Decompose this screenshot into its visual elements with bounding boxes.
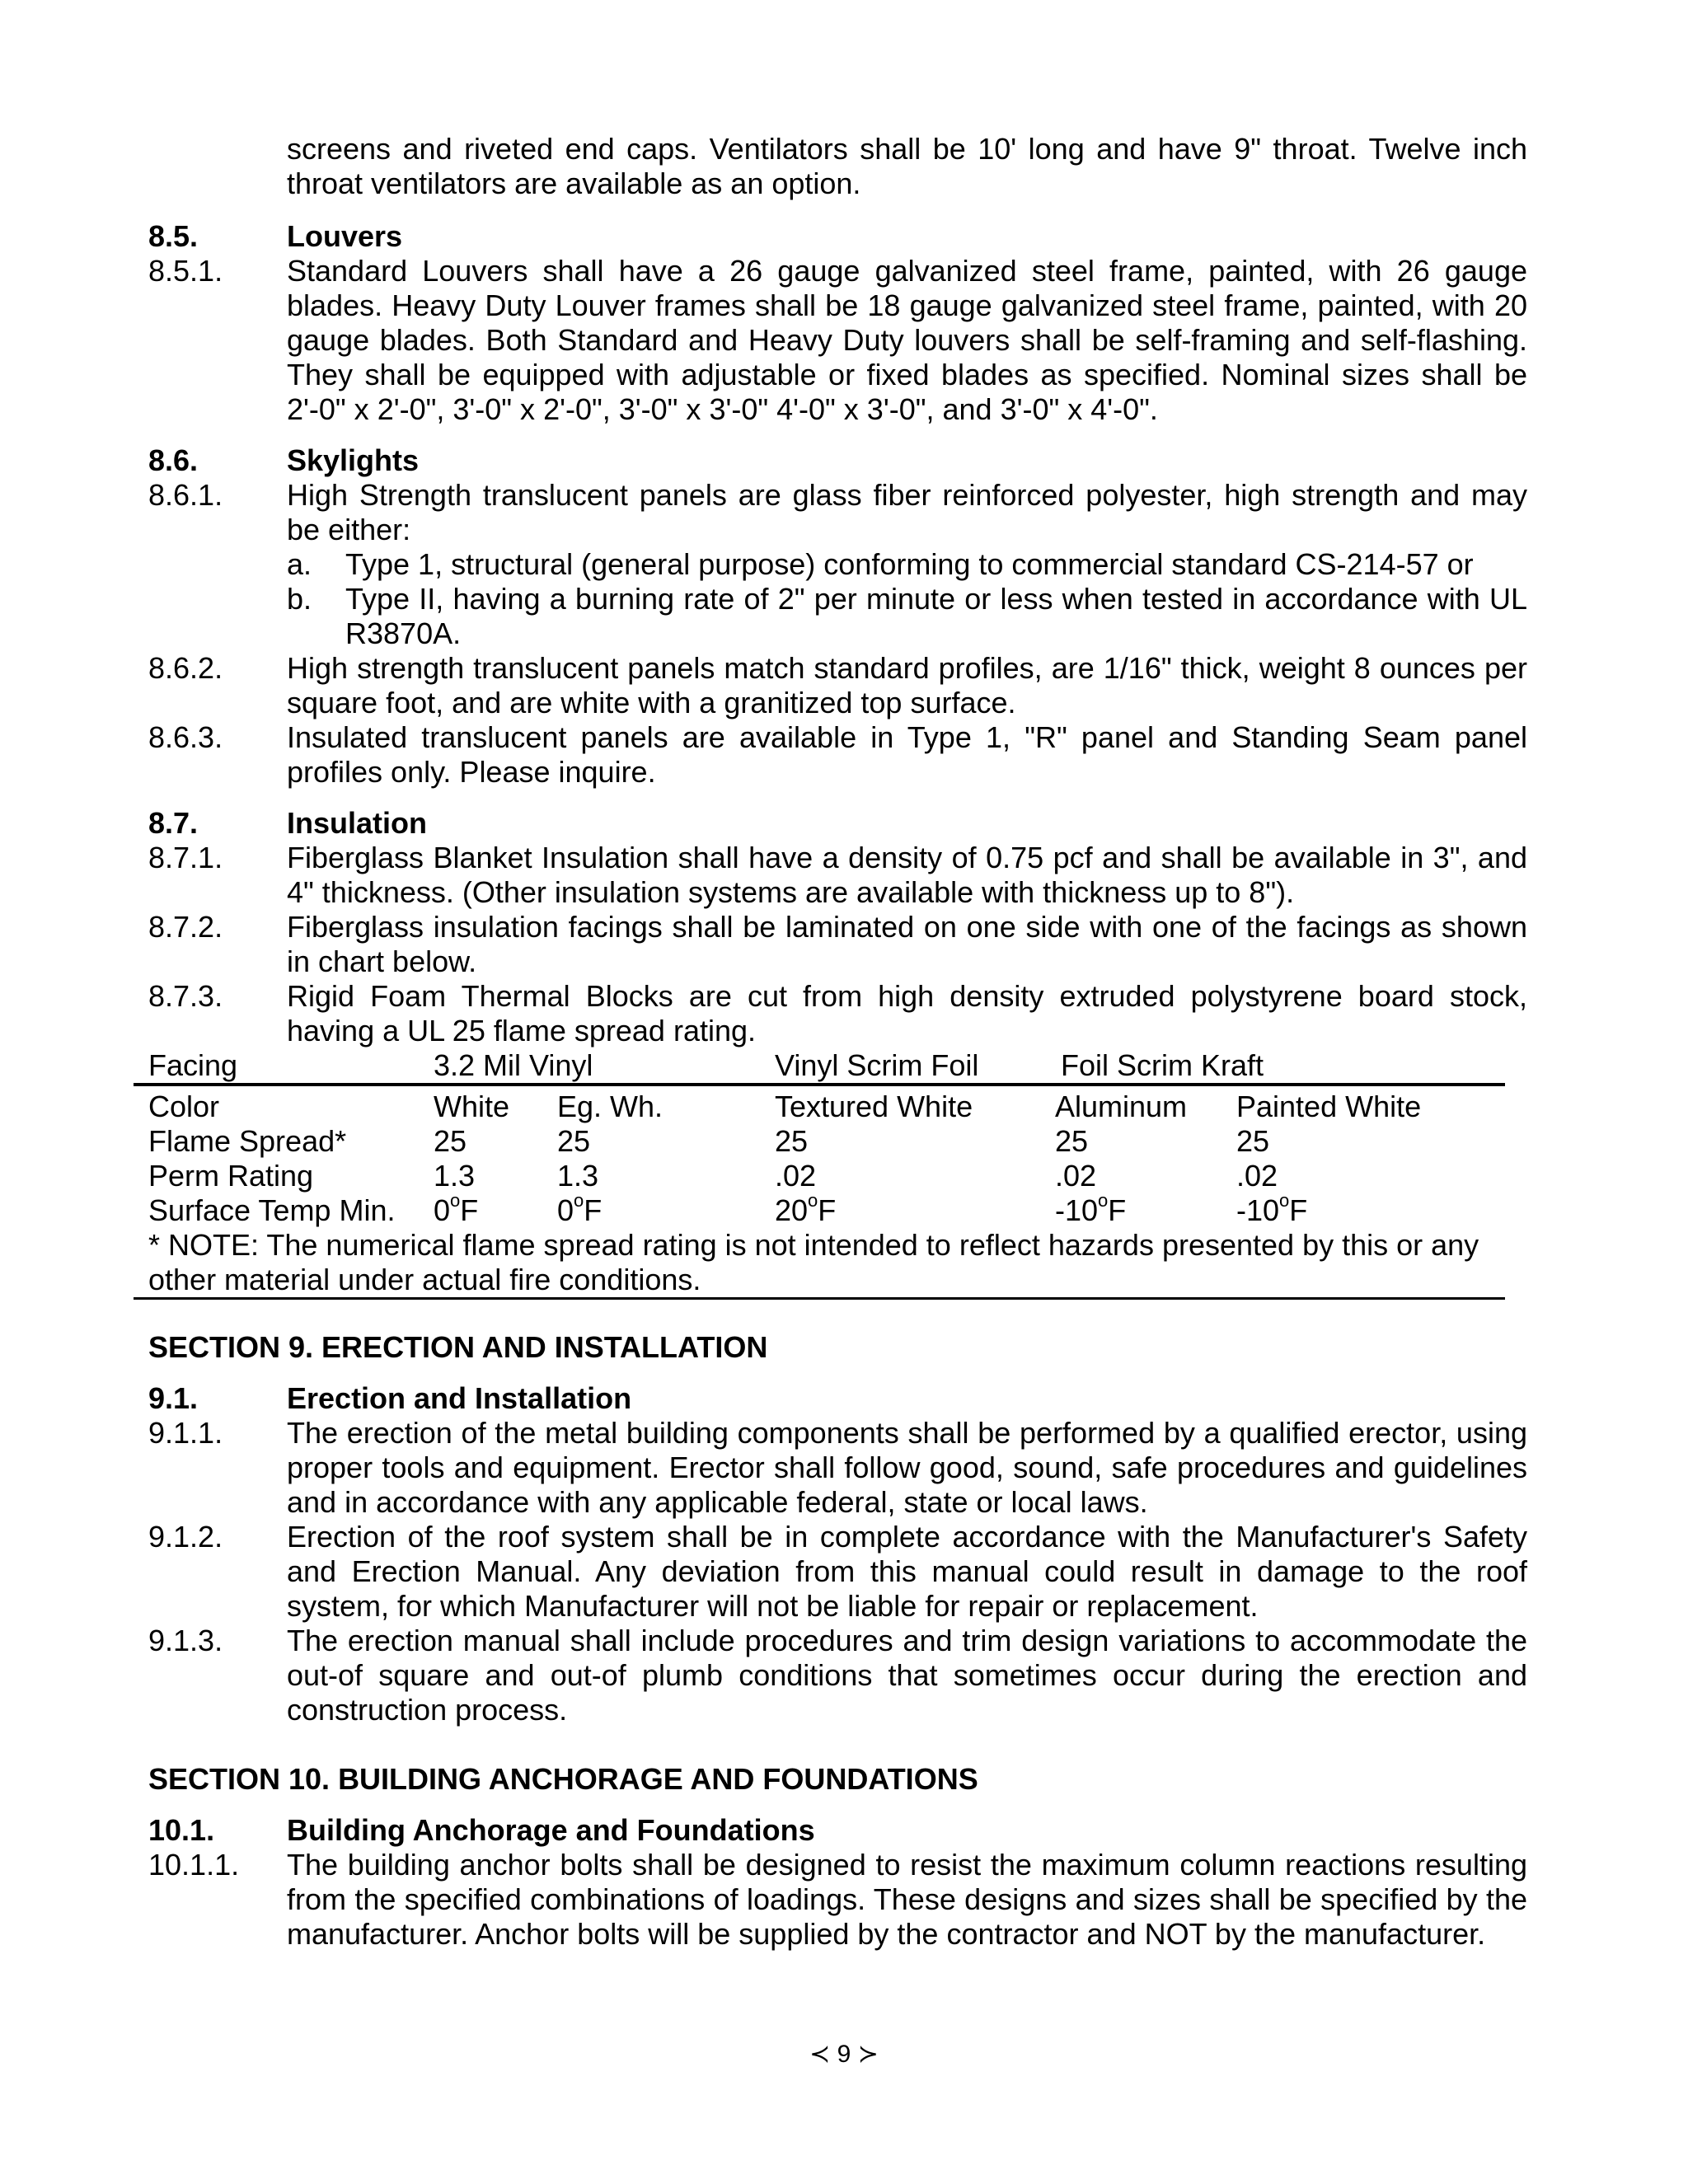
- section-title: Erection and Installation: [287, 1381, 632, 1415]
- table-cell: [1055, 1190, 1127, 1228]
- table-cell: Perm Rating: [148, 1159, 314, 1193]
- section-8-7: [148, 806, 1527, 1048]
- table-cell: [1236, 1190, 1308, 1228]
- section-8-5: [148, 219, 1527, 427]
- temp-unit: F: [460, 1193, 479, 1227]
- section-9-1-heading: [148, 1381, 1527, 1416]
- table-header-cell: Foil Scrim Kraft: [1061, 1048, 1264, 1082]
- paragraph-number: 9.1.3.: [148, 1624, 223, 1657]
- intro-line-1: screens and riveted end caps. Ventilators shall be 10' long and have 9" throat. Twelve inch: [287, 132, 1527, 166]
- table-header-row: [134, 1048, 1505, 1086]
- paragraph-number: 9.1.1.: [148, 1416, 223, 1450]
- paragraph-text: The erection of the metal building components shall be performed by a qualified erector, using proper tools and equipment. Erector shall follow good, sound, safe procedures and guidelines and in accordance with any applicable federal, state or local laws.: [287, 1416, 1527, 1519]
- section-number: 9.1.: [148, 1381, 199, 1415]
- table-cell: Color: [148, 1090, 220, 1123]
- page-number: 9: [837, 2041, 851, 2068]
- list-text: Type II, having a burning rate of 2" per minute or less when tested in accordance with UL R3870A.: [345, 582, 1527, 650]
- temp-value: -10: [1055, 1193, 1099, 1227]
- paragraph-number: 8.7.1.: [148, 841, 223, 874]
- paragraph-text: Fiberglass insulation facings shall be laminated on one side with one of the facings as shown in chart below.: [287, 910, 1527, 978]
- section-8-5-heading: [148, 219, 1527, 254]
- section-9-1: [148, 1381, 1527, 1727]
- table-cell: [557, 1190, 603, 1228]
- section-title: Building Anchorage and Foundations: [287, 1813, 815, 1847]
- table-cell: Flame Spread*: [148, 1124, 347, 1158]
- table-cell: 1.3: [434, 1159, 476, 1193]
- table-note: * NOTE: The numerical flame spread rating is not intended to reflect hazards presented by this or any other material under actual fire conditions.: [134, 1228, 1505, 1300]
- section-8-7-heading: [148, 806, 1527, 841]
- table-row: [134, 1124, 1505, 1159]
- paragraph-8-6-1: [148, 478, 1527, 651]
- section-8-6-heading: [148, 443, 1527, 478]
- table-cell: Textured White: [775, 1090, 973, 1123]
- section-title: Insulation: [287, 806, 427, 840]
- paragraph-number: 8.6.2.: [148, 651, 223, 685]
- paragraph-8-7-3: [148, 979, 1527, 1048]
- paragraph-8-6-2: [148, 651, 1527, 720]
- degree-mark: o: [1098, 1190, 1109, 1211]
- temp-unit: F: [1108, 1193, 1127, 1227]
- table-header-cell: Vinyl Scrim Foil: [775, 1048, 979, 1082]
- paragraph-8-7-2: [148, 910, 1527, 979]
- list-letter: b.: [287, 582, 312, 616]
- degree-mark: o: [450, 1190, 461, 1211]
- paragraph-number: 8.6.3.: [148, 720, 223, 754]
- table-cell: .02: [1055, 1159, 1097, 1193]
- table-header-cell: Facing: [148, 1048, 238, 1082]
- table-cell: White: [434, 1090, 510, 1123]
- table-cell: Surface Temp Min.: [148, 1193, 396, 1227]
- paragraph-number: 8.6.1.: [148, 478, 223, 512]
- table-cell: Eg. Wh.: [557, 1090, 663, 1123]
- paragraph-9-1-2: [148, 1520, 1527, 1624]
- paragraph-text: The building anchor bolts shall be designed to resist the maximum column reactions resulting from the specified combinations of loadings. These designs and sizes shall be specified by the manufacturer. Anchor bolts will be supplied by the contractor and NOT by the manufacturer.: [287, 1848, 1527, 1951]
- table-cell: Painted White: [1236, 1090, 1422, 1123]
- list-item-b: [287, 582, 1527, 651]
- section-title: Louvers: [287, 219, 403, 253]
- paragraph-8-6-3: [148, 720, 1527, 790]
- temp-unit: F: [818, 1193, 837, 1227]
- paragraph-text: Rigid Foam Thermal Blocks are cut from high density extruded polystyrene board stock, having a UL 25 flame spread rating.: [287, 979, 1527, 1047]
- table-cell: 25: [1055, 1124, 1089, 1158]
- section-title: Skylights: [287, 443, 420, 477]
- paragraph-number: 8.5.1.: [148, 254, 223, 288]
- paragraph-text: Fiberglass Blanket Insulation shall have a density of 0.75 pcf and shall be available in 3", and 4" thickness. (Other insulation systems are available with thickness up to 8").: [287, 841, 1527, 909]
- table-cell: [775, 1190, 837, 1228]
- paragraph-number: 8.7.2.: [148, 910, 223, 944]
- right-arrow-icon: ≻: [857, 2041, 879, 2068]
- list-text: Type 1, structural (general purpose) conforming to commercial standard CS-214-57 or: [345, 547, 1474, 581]
- temp-value: 20: [775, 1193, 809, 1227]
- facing-table: [134, 1048, 1505, 1300]
- temp-unit: F: [584, 1193, 603, 1227]
- paragraph-text: Standard Louvers shall have a 26 gauge galvanized steel frame, painted, with 26 gauge blades. Heavy Duty Louver frames shall be 18 gauge galvanized steel frame, painted, with 20 gauge blades. Both Standard and Heavy Duty louvers shall be self-framing and self-flashing. They shall be equipped with adjustable or fixed blades as specified. Nominal sizes shall be 2'-0" x 2'-0", 3'-0" x 2'-0", 3'-0" x 3'-0" 4'-0" x 3'-0", and 3'-0" x 4'-0".: [287, 254, 1527, 426]
- paragraph-9-1-1: [148, 1416, 1527, 1520]
- intro-line-2: throat ventilators are available as an option.: [287, 166, 861, 200]
- degree-mark: o: [574, 1190, 584, 1211]
- table-row: [134, 1190, 1505, 1228]
- section-10-1: [148, 1813, 1527, 1952]
- table-cell: Aluminum: [1055, 1090, 1188, 1123]
- table-cell: .02: [1236, 1159, 1278, 1193]
- paragraph-10-1-1: [148, 1848, 1527, 1952]
- paragraph-text: High strength translucent panels match standard profiles, are 1/16" thick, weight 8 ounces per square foot, and are white with a granitized top surface.: [287, 651, 1527, 719]
- paragraph-body: [287, 478, 1527, 651]
- paragraph-number: 9.1.2.: [148, 1520, 223, 1554]
- table-cell: 25: [1236, 1124, 1270, 1158]
- table-header-cell: 3.2 Mil Vinyl: [434, 1048, 593, 1082]
- table-row: [134, 1159, 1505, 1193]
- paragraph-9-1-3: [148, 1624, 1527, 1727]
- page-number-footer: [0, 2037, 1688, 2072]
- section-10-heading: SECTION 10. BUILDING ANCHORAGE AND FOUNDATIONS: [148, 1762, 978, 1796]
- degree-mark: o: [1279, 1190, 1290, 1211]
- paragraph-number: 8.7.3.: [148, 979, 223, 1013]
- table-cell: .02: [775, 1159, 817, 1193]
- list-item-a: [287, 547, 1527, 582]
- section-number: 8.7.: [148, 806, 199, 840]
- intro-paragraph: [287, 132, 1527, 201]
- paragraph-8-7-1: [148, 841, 1527, 910]
- temp-value: 0: [557, 1193, 574, 1227]
- table-cell: [434, 1190, 479, 1228]
- table-row: [134, 1090, 1505, 1124]
- temp-value: -10: [1236, 1193, 1280, 1227]
- table-cell: 25: [434, 1124, 467, 1158]
- section-8-6: [148, 443, 1527, 790]
- paragraph-number: 10.1.1.: [148, 1848, 240, 1882]
- left-arrow-icon: ≺: [809, 2041, 831, 2068]
- temp-value: 0: [434, 1193, 451, 1227]
- table-cell: 1.3: [557, 1159, 599, 1193]
- section-number: 10.1.: [148, 1813, 215, 1847]
- table-cell: 25: [775, 1124, 809, 1158]
- section-9-heading: SECTION 9. ERECTION AND INSTALLATION: [148, 1330, 768, 1364]
- section-10-1-heading: [148, 1813, 1527, 1848]
- paragraph-text: Erection of the roof system shall be in complete accordance with the Manufacturer's Safety and Erection Manual. Any deviation from this manual could result in damage to the roof system, for which Manufacturer will not be liable for repair or replacement.: [287, 1520, 1527, 1623]
- section-number: 8.6.: [148, 443, 199, 477]
- section-number: 8.5.: [148, 219, 199, 253]
- temp-unit: F: [1289, 1193, 1308, 1227]
- list-letter: a.: [287, 547, 312, 581]
- paragraph-text: High Strength translucent panels are glass fiber reinforced polyester, high strength and may be either:: [287, 478, 1527, 546]
- table-cell: 25: [557, 1124, 591, 1158]
- paragraph-8-5-1: [148, 254, 1527, 427]
- degree-mark: o: [808, 1190, 818, 1211]
- paragraph-text: The erection manual shall include procedures and trim design variations to accommodate the out-of square and out-of plumb conditions that sometimes occur during the erection and construction process.: [287, 1624, 1527, 1727]
- paragraph-text: Insulated translucent panels are available in Type 1, "R" panel and Standing Seam panel profiles only. Please inquire.: [287, 720, 1527, 789]
